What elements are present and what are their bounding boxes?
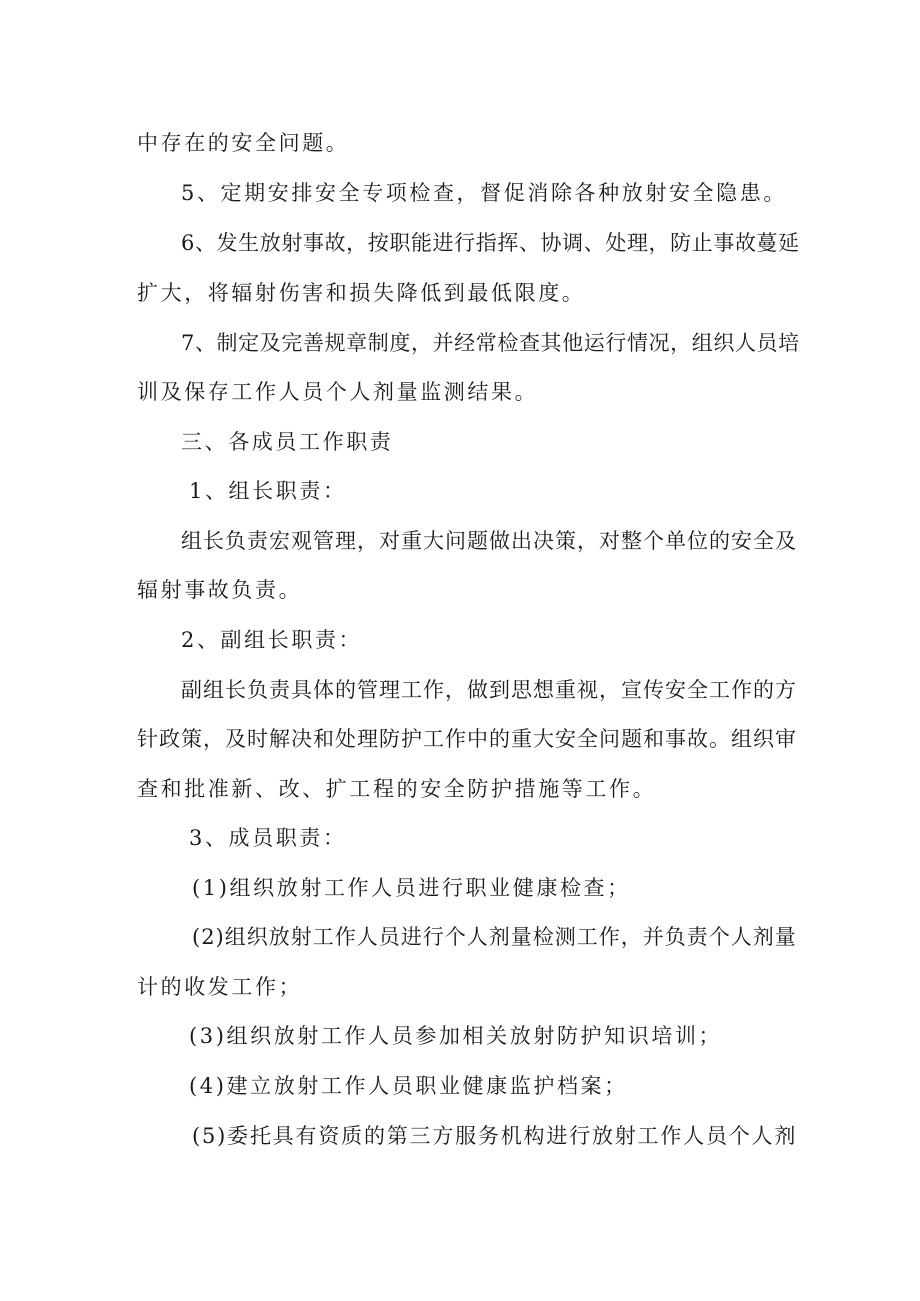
text-line: 5、定期安排安全专项检查，督促消除各种放射安全隐患。 <box>181 181 787 205</box>
text-line: 中存在的安全问题。 <box>137 131 350 155</box>
section-heading: 三、各成员工作职责 <box>181 430 394 454</box>
subsection-heading: 1、组长职责： <box>189 479 347 503</box>
text-line: 扩大，将辐射伤害和损失降低到最低限度。 <box>137 281 586 305</box>
text-line: 查和批准新、改、扩工程的安全防护措施等工作。 <box>137 777 657 801</box>
text-line: 辐射事故负责。 <box>137 578 303 602</box>
text-line: 组长负责宏观管理，对重大问题做出决策，对整个单位的安全及 <box>181 529 797 553</box>
text-line: 7、制定及完善规章制度，并经常检查其他运行情况，组织人员培 <box>181 331 800 355</box>
text-line: 针政策，及时解决和处理防护工作中的重大安全问题和事故。组织审 <box>137 727 797 751</box>
list-item: (1)组织放射工作人员进行职业健康检查； <box>192 876 631 900</box>
text-line: 计的收发工作； <box>137 975 303 999</box>
text-line: 训及保存工作人员个人剂量监测结果。 <box>137 380 539 404</box>
list-item: (2)组织放射工作人员进行个人剂量检测工作，并负责个人剂量 <box>192 925 797 949</box>
list-item: (4)建立放射工作人员职业健康监护档案； <box>189 1074 628 1098</box>
list-item: (3)组织放射工作人员参加相关放射防护知识培训； <box>189 1024 723 1048</box>
list-item: (5)委托具有资质的第三方服务机构进行放射工作人员个人剂 <box>192 1124 798 1148</box>
text-line: 副组长负责具体的管理工作，做到思想重视，宣传安全工作的方 <box>181 678 797 702</box>
subsection-heading: 3、成员职责： <box>189 826 347 850</box>
text-line: 6、发生放射事故，按职能进行指挥、协调、处理，防止事故蔓延 <box>181 231 800 255</box>
subsection-heading: 2、副组长职责： <box>181 628 363 652</box>
